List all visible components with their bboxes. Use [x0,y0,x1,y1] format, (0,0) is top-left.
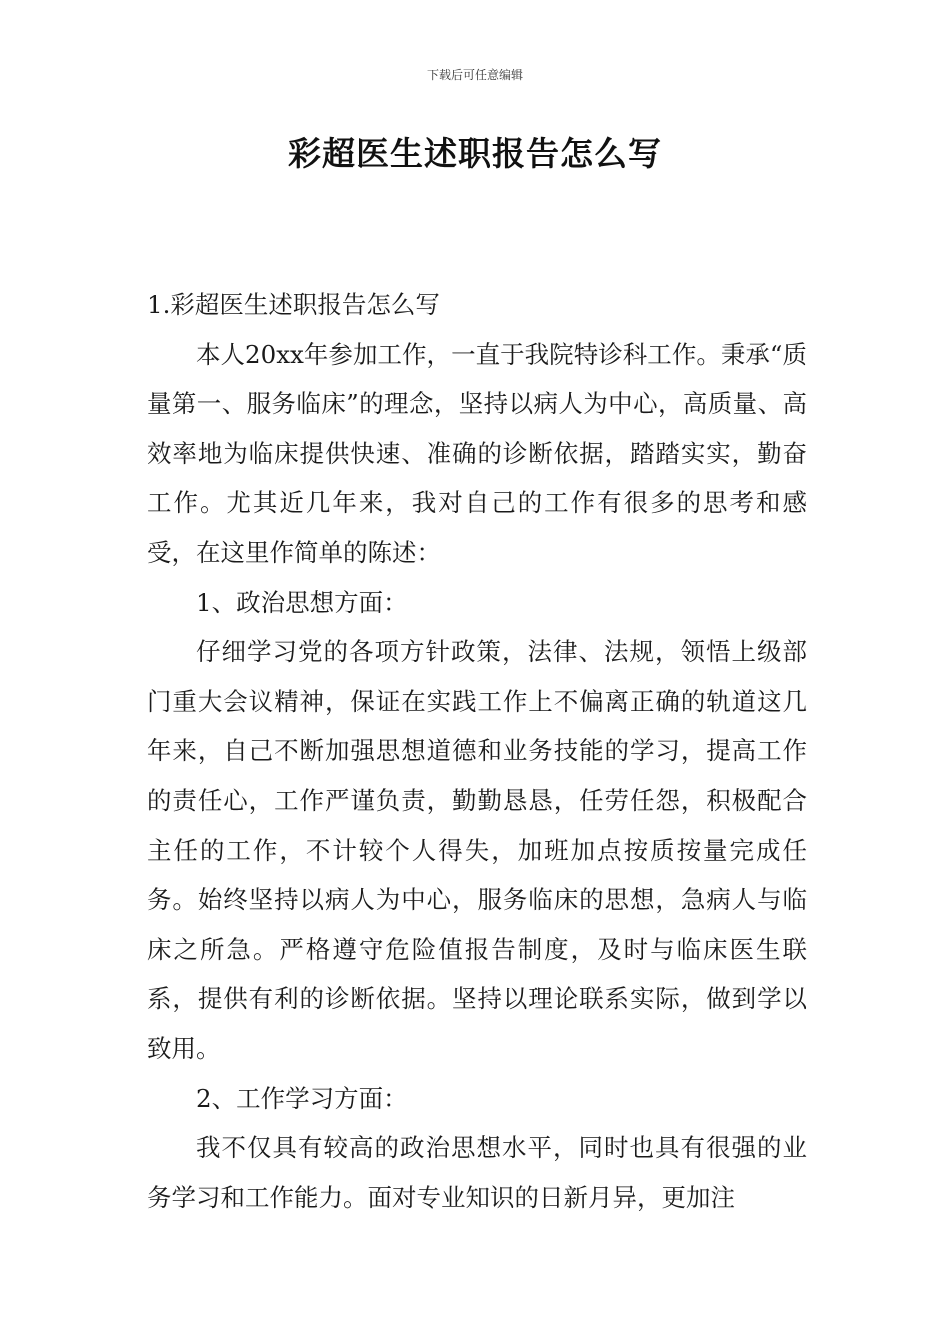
document-title: 彩超医生述职报告怎么写 [288,134,662,173]
header-note: 下载后可任意编辑 [426,68,523,82]
paragraph: 仔细学习党的各项方针政策，法律、法规，领悟上级部门重大会议精神，保证在实践工作上不偏离正确的轨道这几年来，自己不断加强思想道德和业务技能的学习，提高工作的责任心，工作严谨负责，勤勤恳恳，任劳任怨，积极配合主任的工作，不计较个人得失，加班加点按质按量完成任务。始终坚持以病人为中心，服务临床的思想，急病人与临床之所急。严格遵守危险值报告制度，及时与临床医生联系，提供有利的诊断依据。坚持以理论联系实际，做到学以致用。 [147,637,807,1063]
paragraph: 我不仅具有较高的政治思想水平，同时也具有很强的业务学习和工作能力。面对专业知识的日新月异，更加注 [147,1133,807,1212]
subsection-heading: 1、政治思想方面： [196,587,408,617]
paragraph: 本人20xx年参加工作，一直于我院特诊科工作。秉承“质量第一、服务临床”的理念，坚持以病人为中心，高质量、高效率地为临床提供快速、准确的诊断依据，踏踏实实，勤奋工作。尤其近几年来，我对自己的工作有很多的思考和感受，在这里作简单的陈述： [147,339,807,567]
document-body [147,280,807,1222]
section-heading: 1.彩超医生述职报告怎么写 [147,290,440,319]
subsection-heading: 2、工作学习方面： [196,1083,408,1113]
